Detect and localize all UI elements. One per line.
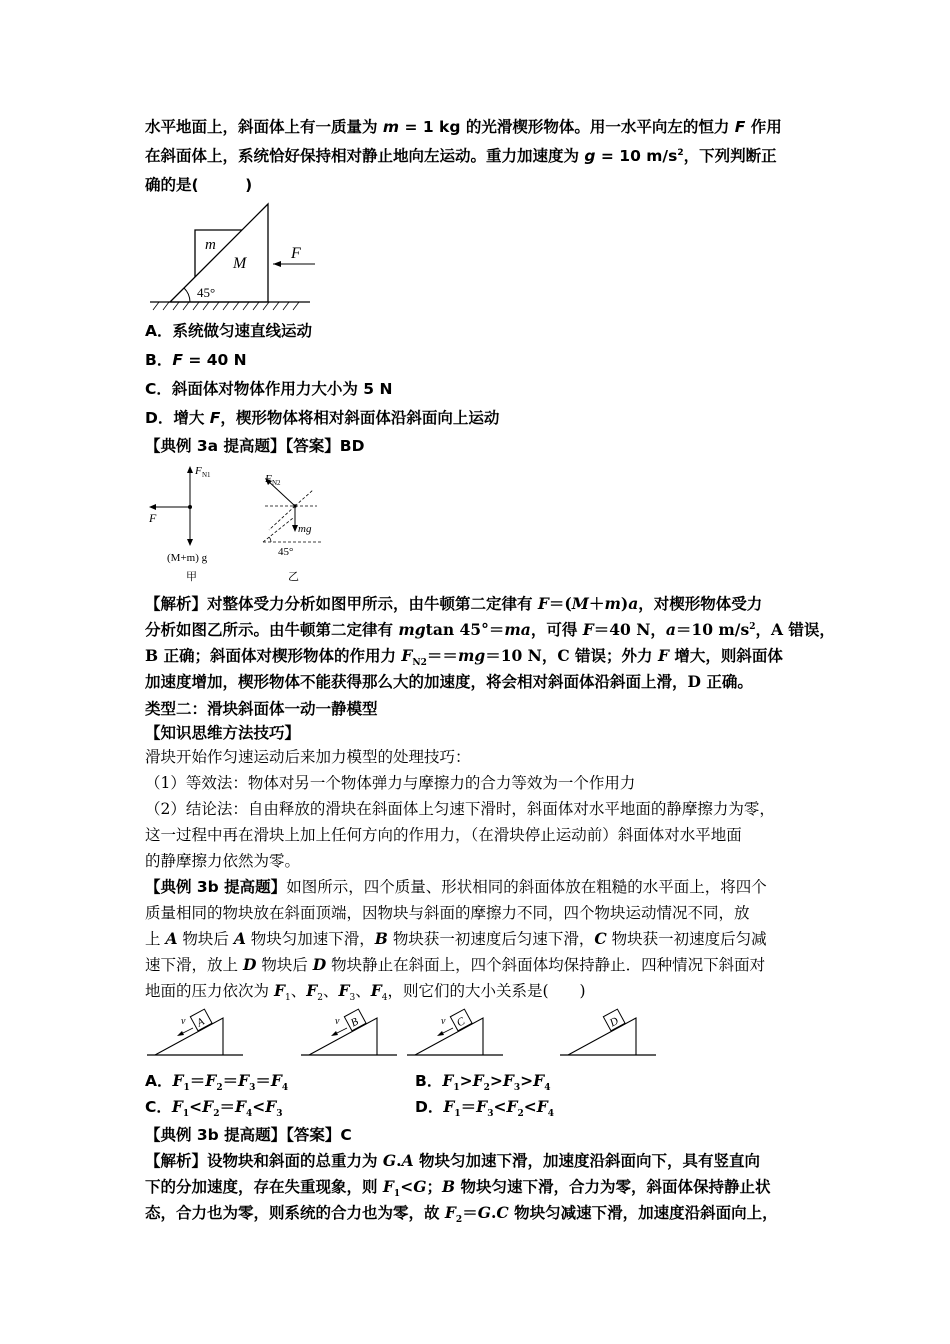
q3a-option-b: B．F = 40 N (145, 351, 247, 369)
q3b-option-b: B．$F_1>F_2>F_3>F_4$ (415, 1071, 551, 1094)
q3b-explanation-line-2: 下的分加速度，存在失重现象，则 $F_1<G$；B 物块匀速下滑，合力为零，斜面体保持静止状 (145, 1177, 771, 1200)
fig2-FN2: F (265, 473, 272, 485)
fig2-F: F (149, 511, 157, 525)
block-label-a: A (194, 1015, 207, 1030)
q3b-stem-line-2: 质量相同的物块放在斜面顶端，因物块与斜面的摩擦力不同，四个物块运动情况不同，放 (145, 904, 750, 922)
q3a-explanation-line-3: B 正确；斜面体对楔形物体的作用力 $F_{N2}==mg=10$ N，C 错误；外力 F 增大，则斜面体 (145, 646, 783, 669)
force-diagrams-figure (145, 460, 345, 590)
fig2-Mmg: (M+m) g (167, 552, 208, 564)
q3b-stem-line-1: 【典例 3b 提高题】如图所示，四个质量、形状相同的斜面体放在粗糙的水平面上，将四个 (145, 878, 767, 896)
q3a-option-c: C．斜面体对物体作用力大小为 5 N (145, 380, 393, 398)
incline-b (301, 1009, 397, 1055)
technique-intro: 滑块开始作匀速运动后来加力模型的处理技巧： (145, 748, 471, 766)
technique-2-line-1: （2）结论法：自由释放的滑块在斜面体上匀速下滑时，斜面体对水平地面的静摩擦力为零， (145, 800, 775, 818)
fig-label-m: m (205, 237, 216, 253)
q3a-explanation-line-4: 加速度增加，楔形物体不能获得那么大的加速度，将会相对斜面体沿斜面上滑，D 正确。 (145, 672, 753, 691)
q3a-stem-line-2: 在斜面体上，系统恰好保持相对静止地向左运动。重力加速度为 g = 10 $m/s^2$，下列判断正 (145, 147, 777, 165)
technique-2-line-2: 这一过程中再在滑块上加上任何方向的作用力，（在滑块停止运动前）斜面体对水平地面 (145, 826, 742, 844)
fig2-FN1: F (195, 465, 202, 477)
fig2-angle: 45° (278, 546, 294, 558)
fig2-FN2-sub: N2 (272, 479, 281, 487)
velocity-label-a: v (181, 1016, 186, 1027)
q3b-stem-line-4: 速下滑，放上 D 物块后 D 物块静止在斜面上，四个斜面体均保持静止．四种情况下斜面对 (145, 955, 766, 974)
q3b-stem-line-3: 上 A 物块后 A 物块匀加速下滑，B 物块获一初速度后匀速下滑，C 物块获一初速度后匀减 (145, 929, 767, 948)
fig2-yi: 乙 (288, 571, 299, 583)
q3b-option-a: A．$F_1=F_2=F_3=F_4$ (145, 1071, 289, 1094)
q3a-explanation-line-1: 【解析】对整体受力分析如图甲所示，由牛顿第二定律有 F＝(M＋m)a，对楔形物体受力 (145, 594, 763, 613)
four-inclines-figure (145, 1008, 675, 1063)
fig2-jia: 甲 (186, 571, 197, 583)
q3a-option-d: D．增大 F，楔形物体将相对斜面体沿斜面向上运动 (145, 409, 500, 427)
section-title-type2: 类型二：滑块斜面体一动一静模型 (145, 700, 378, 718)
q3b-answer: 【典例 3b 提高题】【答案】C (145, 1126, 352, 1144)
q3a-option-a: A．系统做匀速直线运动 (145, 322, 312, 340)
velocity-label-b: v (335, 1016, 340, 1027)
technique-1: （1）等效法：物体对另一个物体弹力与摩擦力的合力等效为一个作用力 (145, 774, 636, 792)
fig2-mg: mg (298, 523, 312, 535)
q3a-explanation-line-2: 分析如图乙所示。由牛顿第二定律有 mgtan 45°＝ma，可得 F＝40 N，a＝10 $m/s^2$，A 错误， (145, 620, 835, 639)
block-label-d: D (607, 1015, 621, 1030)
incline-block-figure (145, 200, 325, 315)
incline-d (560, 1009, 656, 1055)
q3a-answer: 【典例 3a 提高题】【答案】BD (145, 437, 365, 455)
q3b-explanation-line-1: 【解析】设物块和斜面的总重力为 G.A 物块匀加速下滑，加速度沿斜面向下，具有竖直向 (145, 1151, 760, 1170)
fig-label-angle: 45° (197, 285, 216, 300)
knowledge-heading: 【知识思维方法技巧】 (145, 724, 301, 742)
incline-c (407, 1009, 503, 1055)
fig-label-F: F (291, 245, 301, 262)
q3b-explanation-line-3: 态，合力也为零，则系统的合力也为零，故 $F_2=G.C$ 物块匀减速下滑，加速度沿斜面向上， (145, 1203, 778, 1226)
technique-2-line-3: 的静摩擦力依然为零。 (145, 852, 301, 870)
velocity-label-c: v (441, 1016, 446, 1027)
q3b-option-d: D．$F_1=F_3<F_2<F_4$ (415, 1097, 555, 1120)
q3b-option-c: C．$F_1<F_2=F_4<F_3$ (145, 1097, 283, 1120)
fig-label-M: M (233, 255, 247, 272)
q3a-stem-line-1: 水平地面上，斜面体上有一质量为 m = 1 kg 的光滑楔形物体。用一水平向左的恒力 F 作用 (145, 118, 782, 136)
block-label-b: B (348, 1015, 361, 1030)
fig2-FN1-sub: N1 (202, 471, 211, 479)
q3b-stem-line-5: 地面的压力依次为 $F_1$、$F_2$、$F_3$、$F_4$，则它们的大小关系是( ) (145, 981, 586, 1004)
block-label-c: C (454, 1015, 468, 1030)
q3a-stem-line-3: 确的是( ) (145, 176, 253, 194)
incline-a (147, 1009, 243, 1055)
